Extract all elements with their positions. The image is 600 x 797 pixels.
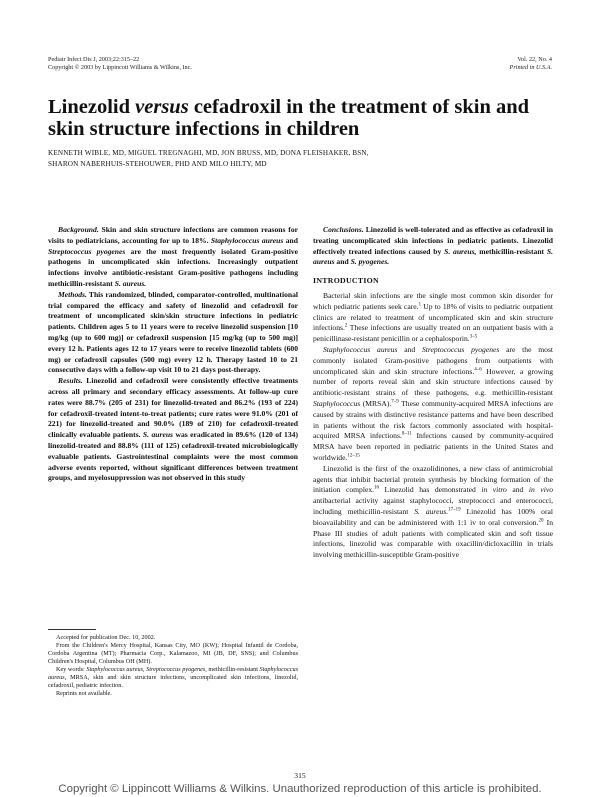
intro-paragraph-1: [313, 291, 553, 345]
p3-ref-3: 20: [538, 518, 544, 524]
p2-ref-3: 8–11: [401, 431, 412, 437]
p2-c: However, a growing number of reports reveal skin and skin structure infections caused by antibiotic-resistant strains of these pathogens, e.g. methicillin-resistant: [313, 366, 553, 398]
title-part2: cefadroxil in the treatment of skin and skin structure infections in children: [48, 96, 530, 140]
background-italic-1: Staphylococcus aureus: [210, 235, 284, 245]
p3-e: Linezolid has 100% oral bioavailability and can be administered with 1:1 iv to oral conversion.: [313, 506, 553, 527]
p3-b: Linezolid has demonstrated: [379, 485, 482, 495]
p2-ref-2: 7–9: [391, 399, 399, 405]
authors-line-1: KENNETH WIBLE, MD, MIGUEL TREGNAGHI, MD, JON BRUSS, MD, DONA FLEISHAKER, BSN,: [48, 149, 369, 157]
background-text-b: and: [283, 235, 298, 245]
p2-e: These community-acquired MRSA infections are caused by strains with distinctive resistance patterns and have been described in patients without the risk factors commonly associated with hospital-acquired MRSA infections.: [313, 398, 553, 441]
p1-ref-2: 2: [344, 323, 348, 329]
p2-ref-4: 12–15: [347, 453, 360, 459]
conclusions-label: Conclusions.: [323, 225, 364, 234]
footnote-accepted: Accepted for publication Dec. 10, 2002.: [56, 634, 156, 641]
methods-label: Methods.: [58, 289, 87, 299]
p1-ref-3: 3–5: [469, 334, 478, 340]
abstract-methods: [48, 290, 298, 376]
introduction-body: [313, 291, 553, 561]
background-italic-2: Streptococcus pyogenes: [48, 246, 126, 256]
conclusions-paragraph: [313, 225, 553, 268]
conclusions-italic-2: S. aureus: [313, 246, 553, 267]
running-header-left: [48, 56, 192, 72]
background-text-a: Skin and skin structure infections are common reasons for visits to pediatricians, accounting for up to 18%.: [48, 225, 298, 245]
footnote-reprints: Reprints not available.: [56, 690, 112, 697]
conclusions-text-b: methicillin-resistant: [476, 246, 547, 256]
background-label: Background.: [58, 225, 99, 234]
p3-italic-3: S. aureus.: [414, 506, 449, 516]
p1-b: Up to 18% of visits to pediatric outpatient clinics are related to treatment of uncomplicated skin and skin structure infections.: [313, 301, 553, 333]
p3-ref-2: 17–19: [448, 507, 461, 513]
p1-c: These infections are usually treated on an outpatient basis with a penicillinase-resistant penicillin or a cephalosporin.: [313, 323, 553, 344]
running-header-right: [510, 56, 552, 72]
keywords-text-c: MRSA, skin and skin structure infections, uncomplicated skin infections, linezolid, cefadroxil, pediatric infection.: [48, 674, 298, 689]
title-part1: Linezolid: [48, 96, 136, 118]
p2-italic-1: Staphylococcus aureus: [323, 344, 398, 354]
keywords-label: Key words:: [56, 666, 87, 673]
p3-italic-1: in vitro: [481, 485, 507, 495]
p2-ref-1: 4–6: [474, 367, 482, 373]
intro-paragraph-2: [313, 345, 553, 464]
p3-c: and: [506, 485, 529, 495]
title-italic: versus: [135, 96, 189, 118]
volume-issue: Vol. 22, No. 4: [517, 56, 552, 63]
conclusions-text-c: and: [334, 257, 351, 267]
keywords-text-b: methicillin-resistant: [206, 666, 260, 673]
conclusions-text-a: Linezolid is well-tolerated and as effective as cefadroxil in treating uncomplicated skin infections in pediatric patients. Linezolid effectively treated infections caused by: [313, 225, 553, 256]
page-number: 315: [294, 771, 306, 780]
p2-f: Infections caused by community-acquired MRSA have been reported in pediatric patients in the United States and worldwide.: [313, 431, 553, 462]
p2-italic-3: Staphylococcus: [313, 398, 361, 408]
right-column: [313, 225, 553, 561]
results-label: Results.: [58, 376, 83, 386]
p2-d: (MRSA).: [360, 398, 392, 408]
p2-a: and: [397, 344, 422, 354]
footnote-rule: [48, 629, 96, 630]
p1-ref-1: 1: [418, 302, 422, 308]
author-list: [48, 148, 518, 170]
keywords-italic-2: Staphylococcus aureus,: [48, 666, 298, 681]
copyright-notice: Copyright © Lippincott Williams & Wilkins. Unauthorized reproduction of this article is prohibited.: [58, 783, 542, 795]
section-heading-introduction: INTRODUCTION: [313, 276, 379, 286]
footnotes: [48, 634, 298, 698]
p1-a: Bacterial skin infections are the single most common skin disorder for which pediatric patients seek care.: [313, 290, 553, 311]
methods-text: This randomized, blinded, comparator-controlled, multinational trial compared the efficacy and safety of linezolid and cefadroxil for treatment of uncomplicated skin/skin structure infections in pediatric patients. Children ages 5 to 11 years were to receive linezolid suspension [10 mg/kg (up to 600 mg)] or cefadroxil suspension [15 mg/kg (up to 500 mg)] every 12 h. Patients ages 12 to 17 years were to receive linezolid tablets (600 mg) or cefadroxil capsules (500 mg) every 12 h. Therapy lasted 10 to 21 consecutive days with a follow-up visit 10 to 21 days post-therapy.: [48, 289, 298, 375]
journal-copyright: Copyright © 2003 by Lippincott Williams & Wilkins, Inc.: [48, 64, 192, 71]
keywords-italic-1: Staphylococcus aureus, Streptococcus pyogenes,: [86, 666, 207, 673]
abstract-background: [48, 225, 298, 290]
p3-italic-2: in vivo: [528, 485, 554, 495]
conclusions-italic-1: S. aureus,: [444, 246, 477, 256]
results-text-b: was eradicated in 89.6% (120 of 134) linezolid-treated and 88.8% (111 of 125) cefadroxil-treated microbiologically evaluable patients. Gastrointestinal complaints were the most common adverse events reported, without significant differences between treatment groups, and myelosuppression was not observed in this study: [48, 430, 298, 483]
p3-a: Linezolid is the first of the oxazolidinones, a new class of antimicrobial agents that inhibit bacterial protein synthesis by blocking formation of the initiation complex.: [313, 463, 553, 495]
conclusions-italic-3: S. pyogenes.: [350, 257, 390, 267]
p2-italic-2: Streptococcus pyogenes: [421, 344, 500, 354]
p3-f: In Phase III studies of adult patients with complicated skin and soft tissue infections, linezolid was comparable with oxacillin/dicloxacillin in trials involving methicillin-susceptible Gram-positive: [313, 517, 553, 560]
journal-citation: Pediatr Infect Dis J, 2003;22:315–22: [48, 56, 140, 63]
abstract: [48, 225, 298, 484]
background-italic-3: S. aureus.: [114, 278, 147, 288]
results-italic: S. aureus: [142, 430, 174, 440]
p3-d: antibacterial activity against staphylococci, streptococci and enterococci, including methicillin-resistant: [313, 496, 553, 516]
footnote-keywords: [48, 666, 298, 690]
background-text-c: are the most frequently isolated Gram-positive pathogens in uncomplicated skin infections. Increasingly outpatient infections involve antibiotic-resistant Gram-positive pathogens including methicillin-resistant: [48, 246, 299, 288]
p3-ref-1: 16: [374, 485, 380, 491]
intro-paragraph-3: [313, 464, 553, 561]
printed-in: Printed in U.S.A.: [509, 64, 552, 71]
footnote-affiliations: From the Children's Mercy Hospital, Kansas City, MO (KW); Hospital Infantil de Cordoba, Cordoba Argentina (MT); Pharmacia Corp., Kalamazoo, MI (JB, DF, SNS); and Columbus Children's Hospital, Columbus OH (MH).: [48, 642, 298, 665]
results-text-a: Linezolid and cefadroxil were consistently effective treatments across all primary and secondary efficacy assessments. At follow-up cure rates were 88.7% (205 of 231) for linezolid-treated and 86.2% (193 of 224) for cefadroxil-treated intent-to-treat patients; cure rates were 91.0% (201 of 221) for linezolid-treated and 90.0% (189 of 210) for cefadroxil-treated clinically evaluable patients.: [48, 376, 298, 440]
abstract-conclusions: [313, 225, 553, 268]
authors-line-2: SHARON NABERHUIS-STEHOUWER, PHD AND MILO HILTY, MD: [48, 160, 267, 168]
p2-b: are the most commonly isolated Gram-positive pathogens from outpatients with uncomplicated skin and skin structure infections.: [313, 344, 554, 376]
article-title: [48, 96, 558, 140]
abstract-results: [48, 376, 298, 484]
